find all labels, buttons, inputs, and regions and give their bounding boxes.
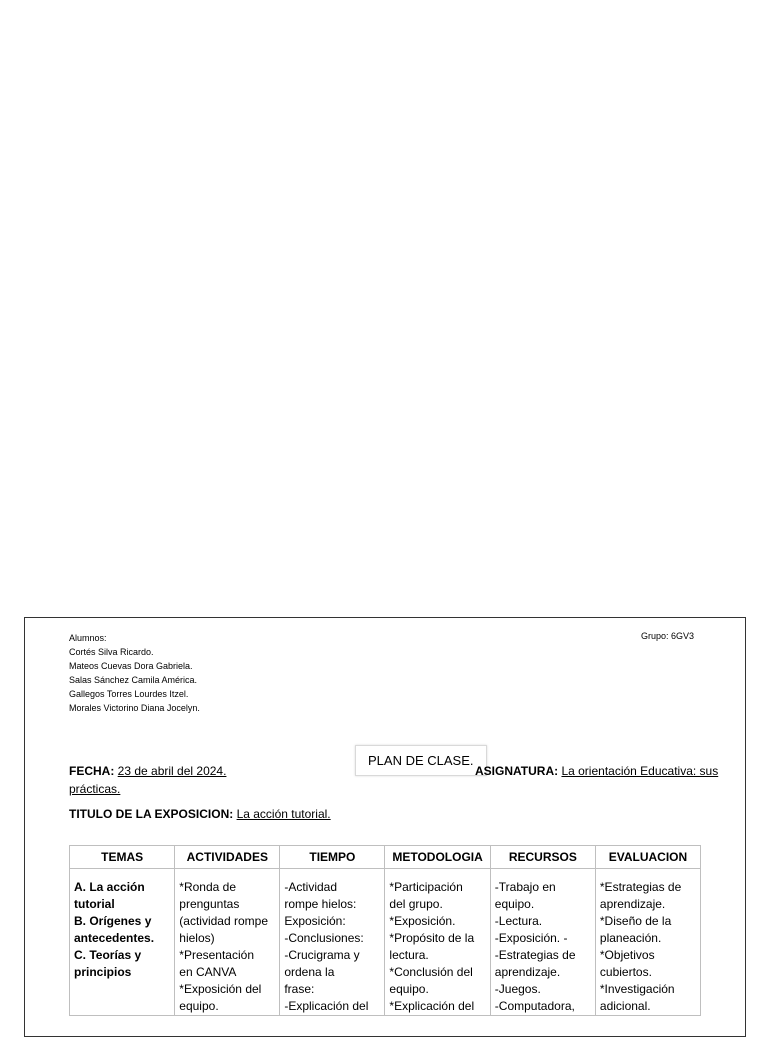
asignatura-value-continued: prácticas.	[69, 782, 121, 796]
student-name: Mateos Cuevas Dora Gabriela.	[69, 661, 193, 671]
student-name: Salas Sánchez Camila América.	[69, 675, 198, 685]
fecha-label: FECHA:	[69, 764, 115, 778]
titulo-label: TITULO DE LA EXPOSICION:	[69, 807, 234, 821]
header-actividades: ACTIVIDADES	[175, 846, 280, 869]
header-temas: TEMAS	[70, 846, 175, 869]
cell-temas: A. La acción tutorial B. Orígenes y antecedentes. C. Teorías y principios	[70, 869, 175, 1016]
students-list	[69, 631, 200, 715]
fecha-value: 23 de abril del 2024.	[117, 764, 227, 778]
lesson-plan-table	[69, 845, 701, 1016]
student-name: Morales Victorino Diana Jocelyn.	[69, 703, 200, 713]
header-tiempo: TIEMPO	[280, 846, 385, 869]
asignatura-value: La orientación Educativa: sus	[561, 764, 719, 778]
asignatura-label: ASIGNATURA:	[475, 764, 559, 778]
cell-actividades: *Ronda de prenguntas (actividad rompe hielos) *Presentación en CANVA *Exposición del equipo.	[175, 869, 280, 1016]
student-name: Cortés Silva Ricardo.	[69, 647, 154, 657]
group-label: Grupo: 6GV3	[640, 631, 694, 641]
cell-tiempo: -Actividad rompe hielos: Exposición: -Conclusiones: -Crucigrama y ordena la frase: -Explicación del	[280, 869, 385, 1016]
document-page	[24, 617, 746, 1037]
table-row	[70, 869, 701, 1016]
plan-title-box: PLAN DE CLASE.	[355, 745, 487, 776]
asignatura-line	[475, 764, 718, 778]
cell-evaluacion: *Estrategias de aprendizaje. *Diseño de la planeación. *Objetivos cubiertos. *Investigación adicional.	[595, 869, 700, 1016]
table-header-row	[70, 846, 701, 869]
cell-recursos: -Trabajo en equipo. -Lectura. -Exposición. - -Estrategias de aprendizaje. -Juegos. -Computadora,	[490, 869, 595, 1016]
header-metodologia: METODOLOGIA	[385, 846, 490, 869]
students-label: Alumnos:	[69, 633, 107, 643]
header-recursos: RECURSOS	[490, 846, 595, 869]
fecha-line	[69, 764, 226, 778]
titulo-line	[69, 807, 331, 821]
cell-metodologia: *Participación del grupo. *Exposición. *Propósito de la lectura. *Conclusión del equipo. *Explicación del	[385, 869, 490, 1016]
titulo-value: La acción tutorial.	[236, 807, 331, 821]
student-name: Gallegos Torres Lourdes Itzel.	[69, 689, 189, 699]
header-evaluacion: EVALUACION	[595, 846, 700, 869]
